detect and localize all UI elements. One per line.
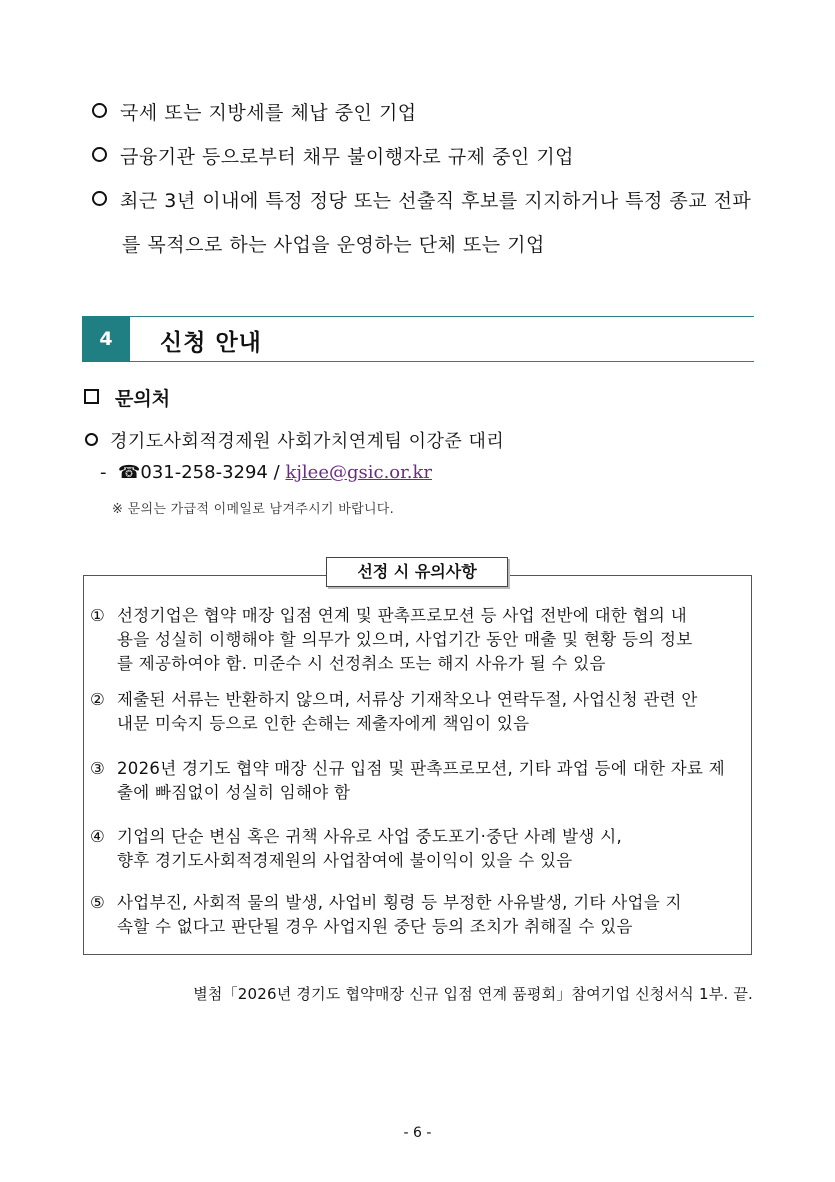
contact-heading-row: [84, 384, 170, 411]
section-header: [82, 316, 754, 362]
contact-heading: 문의처: [115, 388, 171, 410]
excluded-item: 금융기관 등으로부터 채무 불이행자로 규제 중인 기업: [92, 142, 574, 169]
page-number: - 6 -: [403, 1125, 432, 1141]
notice-title: 선정 시 유의사항: [326, 557, 508, 587]
email-link[interactable]: kjlee@gsic.or.kr: [285, 462, 433, 483]
contact-person: 경기도사회적경제원 사회가치연계팀 이강준 대리: [110, 431, 505, 452]
section-bottom-rule: [82, 361, 754, 362]
contact-person-row: [85, 427, 504, 453]
phone-number: ☎031-258-3294: [117, 462, 268, 483]
excluded-item: 국세 또는 지방세를 체납 중인 기업: [92, 98, 417, 125]
circle-bullet-icon: [92, 191, 107, 206]
excluded-item-continuation: 를 목적으로 하는 사업을 운영하는 단체 또는 기업: [122, 234, 545, 256]
checkbox-square-icon: [84, 389, 99, 404]
excluded-item: 최근 3년 이내에 특정 정당 또는 선출직 후보를 지지하거나 특정 종교 전파: [92, 186, 751, 213]
contact-info-row: - ☎031-258-3294 / kjlee@gsic.or.kr: [100, 462, 433, 483]
circle-bullet-icon: [85, 433, 98, 446]
attachment-note: 별첨「2026년 경기도 협약매장 신규 입점 연계 품평회」참여기업 신청서식 1부. 끝.: [193, 985, 753, 1003]
contact-note: ※ 문의는 가급적 이메일로 남겨주시기 바랍니다.: [112, 502, 395, 517]
circle-bullet-icon: [92, 103, 107, 118]
section-number: 4: [82, 316, 130, 362]
section-title: 신청 안내: [160, 330, 262, 356]
circle-bullet-icon: [92, 147, 107, 162]
section-top-rule: [82, 316, 754, 317]
